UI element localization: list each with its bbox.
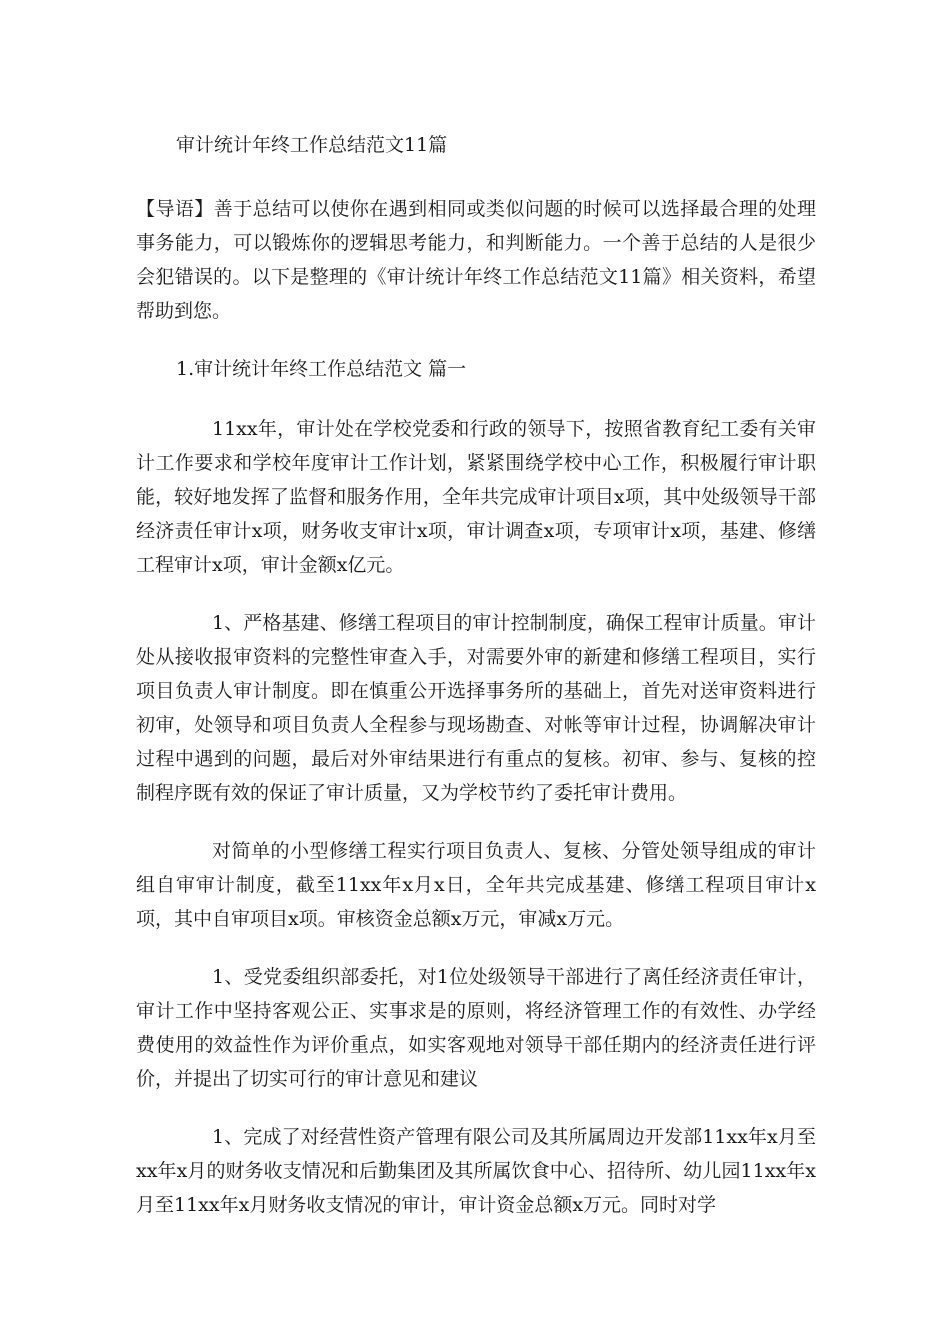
body-paragraph-4: 1、受党委组织部委托，对1位处级领导干部进行了离任经济责任审计，审计工作中坚持客观公正、实事求是的原则，将经济管理工作的有效性、办学经费使用的效益性作为评价重点，如实客观地对领导干部任期内的经济责任进行评价，并提出了切实可行的审计意见和建议 xyxy=(136,966,816,1090)
body-paragraph-1: 11xx年，审计处在学校党委和行政的领导下，按照省教育纪工委有关审计工作要求和学校年度审计工作计划，紧紧围绕学校中心工作，积极履行审计职能，较好地发挥了监督和服务作用，全年共完成审计项目x项，其中处级领导干部经济责任审计x项，财务收支审计x项，审计调查x项，专项审计x项，基建、修缮工程审计x项，审计金额x亿元。 xyxy=(136,418,816,576)
intro-paragraph: 【导语】善于总结可以使你在遇到相同或类似问题的时候可以选择最合理的处理事务能力，可以锻炼你的逻辑思考能力，和判断能力。一个善于总结的人是很少会犯错误的。以下是整理的《审计统计年终工作总结范文11篇》相关资料，希望帮助到您。 xyxy=(136,198,816,322)
document-body xyxy=(136,128,816,1246)
body-paragraph-5: 1、完成了对经营性资产管理有限公司及其所属周边开发部11xx年x月至xx年x月的财务收支情况和后勤集团及其所属饮食中心、招待所、幼儿园11xx年x月至11xx年x月财务收支情况的审计，审计资金总额x万元。同时对学 xyxy=(136,1126,816,1216)
document-title: 审计统计年终工作总结范文11篇 xyxy=(176,134,448,156)
body-paragraph-2: 1、严格基建、修缮工程项目的审计控制制度，确保工程审计质量。审计处从接收报审资料的完整性审查入手，对需要外审的新建和修缮工程项目，实行项目负责人审计制度。即在慎重公开选择事务所的基础上，首先对送审资料进行初审，处领导和项目负责人全程参与现场勘查、对帐等审计过程，协调解决审计过程中遇到的问题，最后对外审结果进行有重点的复核。初审、参与、复核的控制程序既有效的保证了审计质量，又为学校节约了委托审计费用。 xyxy=(136,612,816,804)
body-paragraph-3: 对简单的小型修缮工程实行项目负责人、复核、分管处领导组成的审计组自审审计制度，截至11xx年x月x日，全年共完成基建、修缮工程项目审计x项，其中自审项目x项。审核资金总额x万元，审减x万元。 xyxy=(136,840,816,930)
section-heading: 1.审计统计年终工作总结范文 篇一 xyxy=(176,358,467,380)
